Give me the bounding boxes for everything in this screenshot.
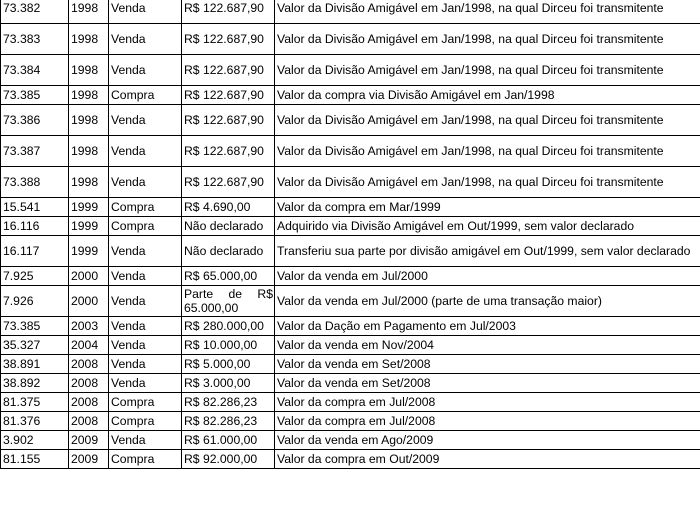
- cell-observacao: Valor da compra em Jul/2008: [275, 393, 700, 412]
- cell-matricula: 7.926: [1, 286, 69, 317]
- cell-observacao: Valor da venda em Jul/2000: [275, 267, 700, 286]
- cell-ano: 2000: [69, 286, 109, 317]
- cell-ano: 2008: [69, 393, 109, 412]
- table-row: [1, 198, 700, 217]
- cell-tipo: Compra: [109, 393, 182, 412]
- cell-observacao: Valor da venda em Jul/2000 (parte de uma transação maior): [275, 286, 700, 317]
- cell-observacao: Transferiu sua parte por divisão amigável em Out/1999, sem valor declarado: [275, 236, 700, 267]
- cell-tipo: Compra: [109, 198, 182, 217]
- cell-tipo: Venda: [109, 24, 182, 55]
- cell-ano: 1998: [69, 86, 109, 105]
- cell-tipo: Compra: [109, 450, 182, 469]
- cell-valor: R$ 92.000,00: [182, 450, 275, 469]
- cell-tipo: Compra: [109, 86, 182, 105]
- cell-tipo: Venda: [109, 374, 182, 393]
- table-row: [1, 167, 700, 198]
- cell-ano: 2009: [69, 450, 109, 469]
- cell-ano: 1998: [69, 0, 109, 24]
- cell-ano: 2008: [69, 374, 109, 393]
- table-row: [1, 136, 700, 167]
- cell-matricula: 73.385: [1, 317, 69, 336]
- table-row: [1, 336, 700, 355]
- cell-observacao: Valor da Divisão Amigável em Jan/1998, na qual Dirceu foi transmitente: [275, 167, 700, 198]
- cell-observacao: Valor da Dação em Pagamento em Jul/2003: [275, 317, 700, 336]
- cell-valor: R$ 82.286,23: [182, 412, 275, 431]
- cell-observacao: Valor da Divisão Amigável em Jan/1998, na qual Dirceu foi transmitente: [275, 55, 700, 86]
- cell-observacao: Valor da Divisão Amigável em Jan/1998, na qual Dirceu foi transmitente: [275, 24, 700, 55]
- cell-tipo: Venda: [109, 336, 182, 355]
- cell-tipo: Venda: [109, 167, 182, 198]
- table-row: [1, 374, 700, 393]
- table-row: [1, 55, 700, 86]
- cell-tipo: Venda: [109, 0, 182, 24]
- cell-tipo: Venda: [109, 105, 182, 136]
- cell-observacao: Valor da venda em Nov/2004: [275, 336, 700, 355]
- cell-matricula: 73.382: [1, 0, 69, 24]
- cell-valor: R$ 122.687,90: [182, 105, 275, 136]
- cell-matricula: 38.891: [1, 355, 69, 374]
- table-row: [1, 86, 700, 105]
- cell-matricula: 16.117: [1, 236, 69, 267]
- cell-valor: R$ 65.000,00: [182, 267, 275, 286]
- table-row: [1, 286, 700, 317]
- table-row: [1, 431, 700, 450]
- cell-tipo: Venda: [109, 355, 182, 374]
- cell-tipo: Venda: [109, 136, 182, 167]
- cell-matricula: 73.385: [1, 86, 69, 105]
- cell-matricula: 73.384: [1, 55, 69, 86]
- cell-ano: 2004: [69, 336, 109, 355]
- cell-matricula: 16.116: [1, 217, 69, 236]
- cell-observacao: Valor da venda em Ago/2009: [275, 431, 700, 450]
- cell-ano: 1998: [69, 24, 109, 55]
- cell-valor: R$ 280.000,00: [182, 317, 275, 336]
- cell-valor: R$ 4.690,00: [182, 198, 275, 217]
- cell-tipo: Venda: [109, 286, 182, 317]
- cell-valor: R$ 10.000,00: [182, 336, 275, 355]
- cell-tipo: Venda: [109, 431, 182, 450]
- table-row: [1, 105, 700, 136]
- cell-tipo: Compra: [109, 217, 182, 236]
- cell-observacao: Valor da venda em Set/2008: [275, 355, 700, 374]
- cell-ano: 1999: [69, 217, 109, 236]
- cell-observacao: Valor da Divisão Amigável em Jan/1998, na qual Dirceu foi transmitente: [275, 136, 700, 167]
- cell-valor: R$ 122.687,90: [182, 167, 275, 198]
- cell-ano: 1998: [69, 55, 109, 86]
- table-row: [1, 393, 700, 412]
- cell-matricula: 73.388: [1, 167, 69, 198]
- table-row: [1, 355, 700, 374]
- cell-matricula: 15.541: [1, 198, 69, 217]
- cell-observacao: Valor da compra em Out/2009: [275, 450, 700, 469]
- cell-valor: Parte de R$ 65.000,00: [182, 286, 275, 317]
- cell-tipo: Venda: [109, 236, 182, 267]
- cell-tipo: Compra: [109, 412, 182, 431]
- cell-matricula: 7.925: [1, 267, 69, 286]
- table-row: [1, 412, 700, 431]
- table-row: [1, 0, 700, 24]
- cell-observacao: Valor da compra em Jul/2008: [275, 412, 700, 431]
- cell-valor: R$ 5.000,00: [182, 355, 275, 374]
- cell-ano: 2008: [69, 412, 109, 431]
- cell-ano: 2009: [69, 431, 109, 450]
- table-row: [1, 450, 700, 469]
- cell-valor: R$ 3.000,00: [182, 374, 275, 393]
- cell-valor: R$ 122.687,90: [182, 55, 275, 86]
- cell-observacao: Valor da Divisão Amigável em Jan/1998, na qual Dirceu foi transmitente: [275, 0, 700, 24]
- table-row: [1, 267, 700, 286]
- cell-matricula: 3.902: [1, 431, 69, 450]
- cell-ano: 1998: [69, 105, 109, 136]
- cell-matricula: 38.892: [1, 374, 69, 393]
- cell-observacao: Valor da compra via Divisão Amigável em Jan/1998: [275, 86, 700, 105]
- cell-ano: 2008: [69, 355, 109, 374]
- cell-tipo: Venda: [109, 317, 182, 336]
- cell-valor: R$ 122.687,90: [182, 136, 275, 167]
- cell-ano: 2000: [69, 267, 109, 286]
- cell-ano: 1998: [69, 167, 109, 198]
- cell-matricula: 73.386: [1, 105, 69, 136]
- table-row: [1, 317, 700, 336]
- cell-ano: 1999: [69, 198, 109, 217]
- cell-ano: 1998: [69, 136, 109, 167]
- cell-matricula: 81.376: [1, 412, 69, 431]
- cell-valor: R$ 122.687,90: [182, 86, 275, 105]
- cell-observacao: Adquirido via Divisão Amigável em Out/1999, sem valor declarado: [275, 217, 700, 236]
- cell-valor: Não declarado: [182, 217, 275, 236]
- cell-ano: 2003: [69, 317, 109, 336]
- cell-valor: Não declarado: [182, 236, 275, 267]
- table-row: [1, 24, 700, 55]
- cell-matricula: 73.383: [1, 24, 69, 55]
- cell-valor: R$ 122.687,90: [182, 24, 275, 55]
- cell-observacao: Valor da compra em Mar/1999: [275, 198, 700, 217]
- cell-ano: 1999: [69, 236, 109, 267]
- cell-tipo: Venda: [109, 267, 182, 286]
- cell-observacao: Valor da venda em Set/2008: [275, 374, 700, 393]
- cell-matricula: 81.155: [1, 450, 69, 469]
- table-row: [1, 217, 700, 236]
- cell-valor: R$ 82.286,23: [182, 393, 275, 412]
- cell-observacao: Valor da Divisão Amigável em Jan/1998, na qual Dirceu foi transmitente: [275, 105, 700, 136]
- cell-tipo: Venda: [109, 55, 182, 86]
- cell-matricula: 73.387: [1, 136, 69, 167]
- table-row: [1, 236, 700, 267]
- cell-valor: R$ 61.000,00: [182, 431, 275, 450]
- cell-valor: R$ 122.687,90: [182, 0, 275, 24]
- cell-matricula: 35.327: [1, 336, 69, 355]
- cell-matricula: 81.375: [1, 393, 69, 412]
